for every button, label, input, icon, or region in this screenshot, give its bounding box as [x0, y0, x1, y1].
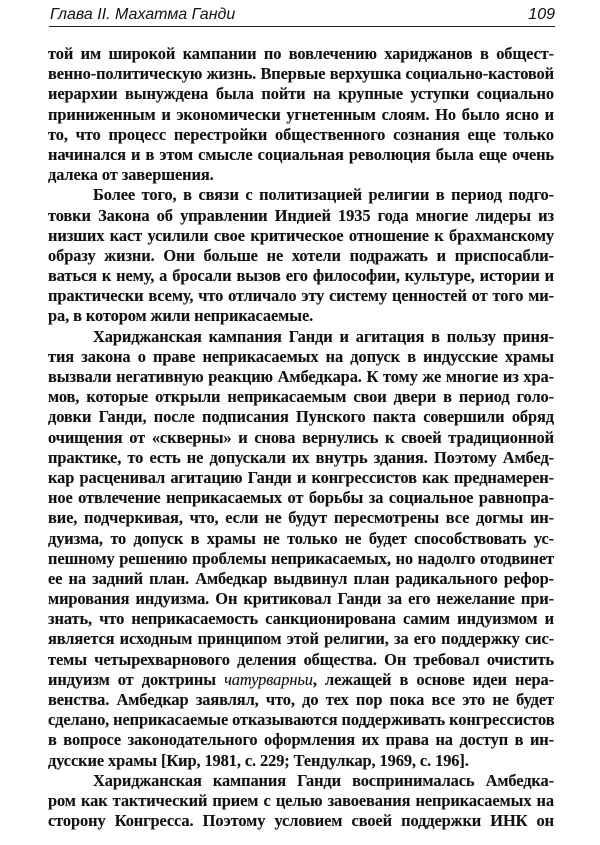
text-line: то, что процесс перестройки общественного сознания еще только — [48, 124, 554, 144]
text-segment: индуизм от доктрины — [48, 669, 225, 689]
text-line: ваться к нему, а бросали вызов его философии, культуре, истории и — [48, 266, 554, 286]
text-line: ное отвлечение неприкасаемых от борьбы за социальное равнопра- — [48, 488, 554, 508]
text-line: темы четырехварнового деления общества. Он требовал очистить — [48, 649, 554, 669]
text-line: далека от завершения. — [48, 165, 214, 185]
text-line: знать, что неприкасаемость санкционирована самим индуизмом и — [48, 609, 554, 629]
paragraph — [48, 44, 554, 185]
text-line: кар расценивал агитацию Ганди и конгрессистов как преднамерен- — [48, 467, 554, 487]
text-segment: , лежащей в основе идеи нера- — [312, 669, 554, 689]
paragraph — [48, 185, 554, 326]
text-line: является исходным принципом этой религии, за его поддержку сис- — [48, 629, 554, 649]
text-line: очищения от «скверны» и снова вернулись к своей традиционной — [48, 427, 554, 447]
text-line: приниженным и экономически угнетенным слоям. Но было ясно и — [48, 104, 554, 124]
text-line: ее на задний план. Амбедкар выдвинул план радикального рефор- — [48, 568, 554, 588]
text-line: венства. Амбедкар заявлял, что, до тех пор пока все это не будет — [48, 690, 554, 709]
text-line: Более того, в связи с политизацией религии в период подго- — [93, 185, 554, 205]
running-header — [49, 4, 555, 27]
text-line: дуизма, то допуск в храмы не только не будет способствовать ус- — [48, 528, 554, 548]
text-line: ра, в котором жили неприкасаемые. — [48, 306, 314, 326]
text-line: практически всему, что отличало эту систему ценностей от того ми- — [48, 286, 554, 306]
chapter-title: Глава II. Махатма Ганди — [50, 6, 236, 23]
text-line: товки Закона об управлении Индией 1935 года многие лидеры из — [48, 205, 554, 225]
text-line: Хариджанская кампания Ганди и агитация в пользу приня- — [93, 326, 554, 346]
text-line: ром как тактический прием с целью завоевания неприкасаемых на — [48, 790, 554, 810]
text-line: иерархии вынуждена была пойти на крупные уступки социально — [48, 84, 554, 104]
text-line: сторону Конгресса. Поэтому условием своей поддержки ИНК он — [48, 811, 554, 831]
text-line: мов, которые открыли неприкасаемым свои двери в период голо- — [48, 387, 554, 407]
text-line: тия закона о праве неприкасаемых на допуск в индусские храмы — [48, 346, 554, 366]
paragraph — [48, 327, 554, 771]
text-line: низших каст усилили свое критическое отношение к брахманскому — [48, 225, 554, 245]
text-line: той им широкой кампании по вовлечению хариджанов в общест- — [48, 44, 554, 63]
text-line: мирования индуизма. Он критиковал Ганди за его нежелание при- — [48, 589, 554, 609]
page-body-text — [48, 44, 554, 831]
text-line: Хариджанская кампания Ганди воспринималась Амбедка- — [93, 770, 554, 790]
text-line: сделано, неприкасаемые отказываются поддерживать конгрессистов — [48, 710, 555, 730]
text-line: практике, то есть не допускали их внутрь здания. Поэтому Амбед- — [48, 447, 554, 467]
text-line — [48, 670, 554, 690]
text-line: вие, подчеркивая, что, если не будут пересмотрены все догмы ин- — [48, 508, 554, 528]
page-number: 109 — [528, 6, 555, 23]
text-line: в вопросе законодательного оформления их права на доступ в ин- — [48, 730, 554, 750]
text-line: образу жизни. Они больше не хотели подражать и приспосабли- — [48, 245, 554, 265]
text-line: довки Ганди, после подписания Пунского пакта совершили обряд — [48, 407, 554, 427]
text-line: начинался и в этом смысле социальная революция была еще очень — [48, 144, 554, 164]
text-line: венно-политическую жизнь. Впервые верхушка социально-кастовой — [48, 64, 554, 84]
text-line: вызвали негативную реакцию Амбедкара. К тому же многие из хра- — [48, 367, 554, 386]
text-line: пешному решению проблемы неприкасаемых, но надолго отодвинет — [48, 548, 554, 568]
paragraph — [48, 771, 554, 832]
text-line: дусские храмы [Кир, 1981, с. 229; Тендулкар, 1969, с. 196]. — [48, 750, 469, 770]
italic-term: чатурварньи — [224, 669, 313, 689]
